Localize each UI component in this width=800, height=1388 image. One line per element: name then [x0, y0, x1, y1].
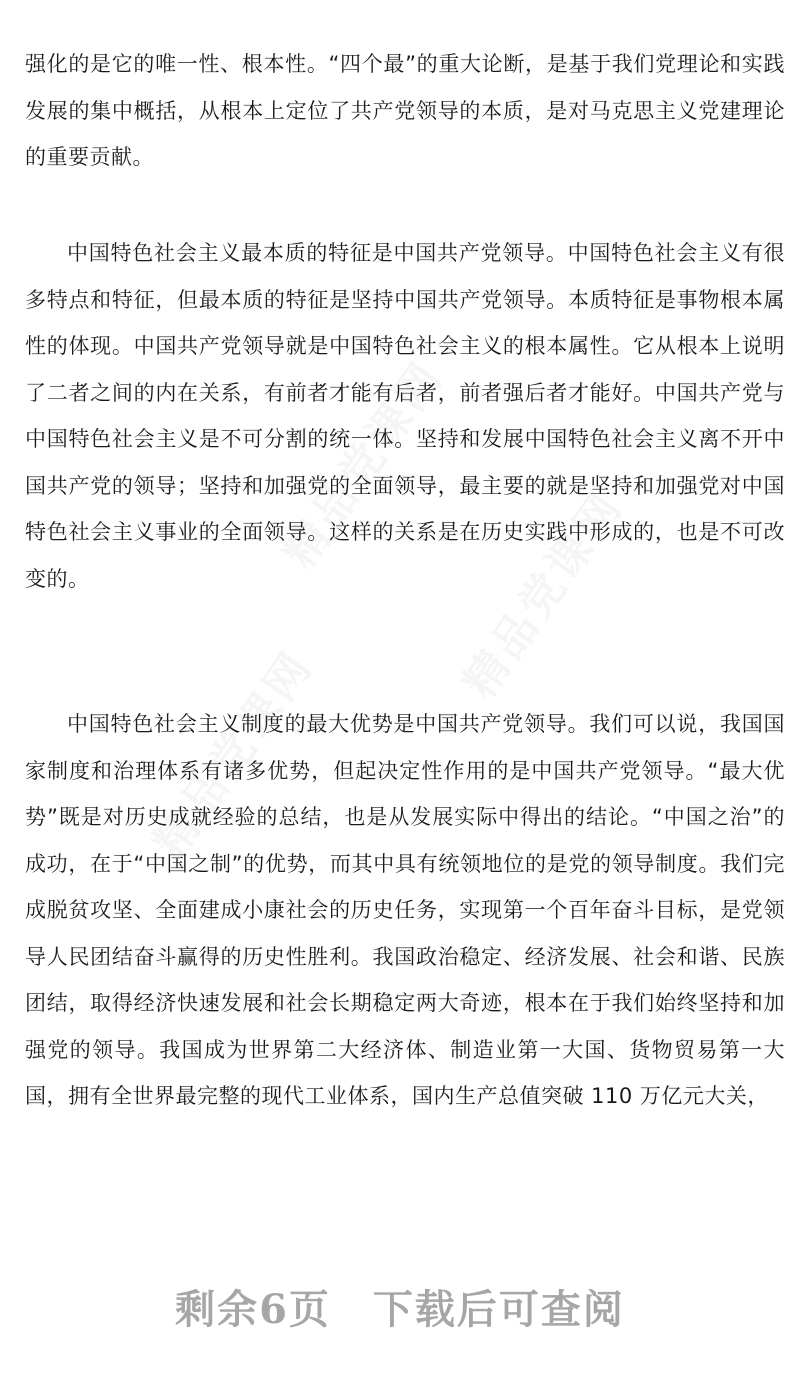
watermark: 精品党课网: [453, 481, 634, 708]
paragraph: 中国特色社会主义最本质的特征是中国共产党领导。中国特色社会主义有很多特点和特征，但最本质的特征是坚持中国共产党领导。本质特征是事物根本属性的体现。中国共产党领导就是中国特色社会主义的根本属性。它从根本上说明了二者之间的内在关系，有前者才能有后者，前者强后者才能好。中国共产党与中国特色社会主义是不可分割的统一体。坚持和发展中国特色社会主义离不开中国共产党的领导；坚持和加强党的全面领导，最主要的就是坚持和加强党对中国特色社会主义事业的全面领导。这样的关系是在历史实践中形成的，也是不可改变的。: [25, 241, 785, 591]
download-hint-label: 下载后可查阅: [372, 1286, 625, 1333]
paragraph: 中国特色社会主义制度的最大优势是中国共产党领导。我们可以说，我国国家制度和治理体系有诸多优势，但起决定性作用的是中国共产党领导。“最大优势”既是对历史成就经验的总结，也是从发展实际中得出的结论。“中国之治”的成功，在于“中国之制”的优势，而其中具有统领地位的是党的领导制度。我们完成脱贫攻坚、全面建成小康社会的历史任务，实现第一个百年奋斗目标，是党领导人民团结奋斗赢得的历史性胜利。我国政治稳定、经济发展、社会和谐、民族团结，取得经济快速发展和社会长期稳定两大奇迹，根本在于我们始终坚持和加强党的领导。我国成为世界第二大经济体、制造业第一大国、货物贸易第一大国，拥有全世界最完整的现代工业体系，国内生产总值突破 110 万亿元大关，: [25, 712, 785, 1108]
paragraph: 强化的是它的唯一性、根本性。“四个最”的重大论断，是基于我们党理论和实践发展的集中概括，从根本上定位了共产党领导的本质，是对马克思主义党建理论的重要贡献。: [25, 52, 785, 169]
watermark: 精品党课网: [273, 351, 454, 578]
download-prompt-banner[interactable]: [0, 1278, 800, 1335]
watermark: 精品党课网: [143, 641, 324, 868]
remaining-pages-label: 剩余6页: [175, 1286, 331, 1333]
